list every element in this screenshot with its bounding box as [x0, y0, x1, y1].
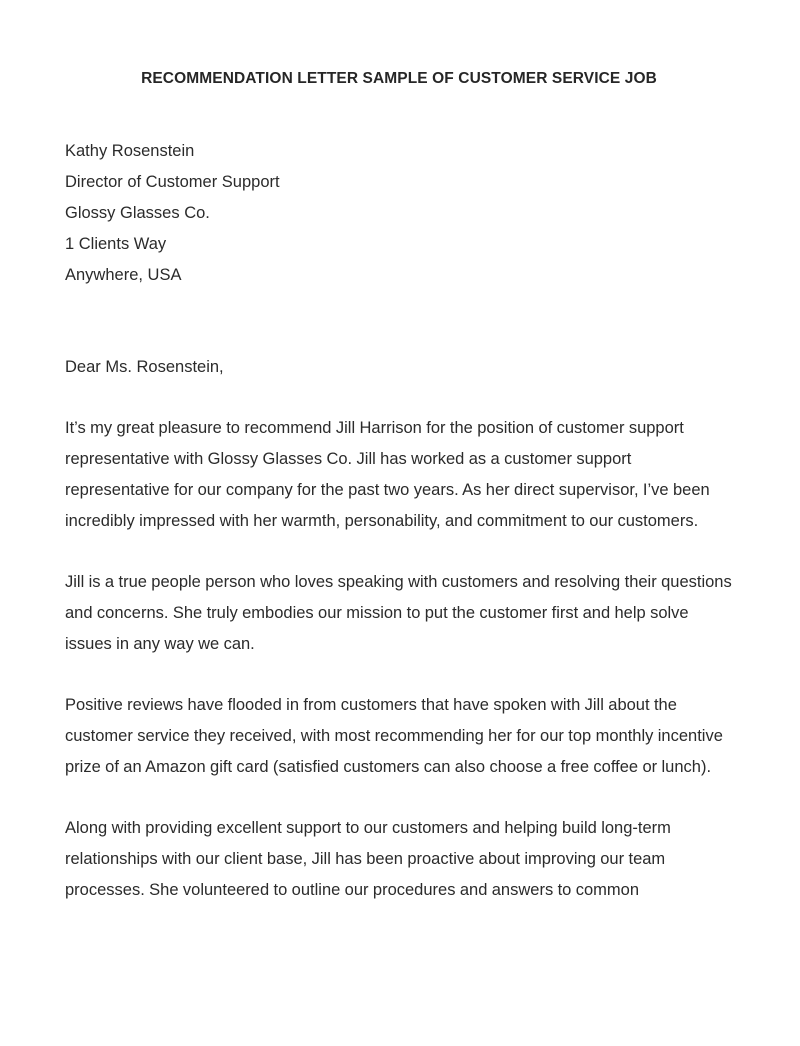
recipient-street: 1 Clients Way: [65, 234, 167, 253]
document-body: [65, 0, 733, 906]
salutation: Dear Ms. Rosenstein,: [65, 357, 224, 376]
recipient-job-title: Director of Customer Support: [65, 172, 280, 191]
page-title: RECOMMENDATION LETTER SAMPLE OF CUSTOMER SERVICE JOB: [141, 70, 657, 87]
body-paragraph: Along with providing excellent support to our customers and helping build long-term relationships with our client base, Jill has been proactive about improving our team processes. She volunteered to outline our procedures and answers to common: [65, 818, 671, 899]
body-paragraph: Jill is a true people person who loves speaking with customers and resolving their questions and concerns. She truly embodies our mission to put the customer first and help solve issues in any way we can.: [65, 572, 732, 653]
recipient-name: Kathy Rosenstein: [65, 141, 195, 160]
recipient-city-state: Anywhere, USA: [65, 265, 182, 284]
recipient-address-block: [65, 89, 733, 291]
recipient-company: Glossy Glasses Co.: [65, 203, 210, 222]
body-paragraph: Positive reviews have flooded in from customers that have spoken with Jill about the customer service they received, with most recommending her for our top monthly incentive prize of an Amazon gift card (satisfied customers can also choose a free coffee or lunch).: [65, 695, 723, 776]
body-paragraph: It’s my great pleasure to recommend Jill Harrison for the position of customer support representative with Glossy Glasses Co. Jill has worked as a customer support representative for our company for the past two years. As her direct supervisor, I’ve been incredibly impressed with her warmth, personability, and commitment to our customers.: [65, 418, 710, 530]
